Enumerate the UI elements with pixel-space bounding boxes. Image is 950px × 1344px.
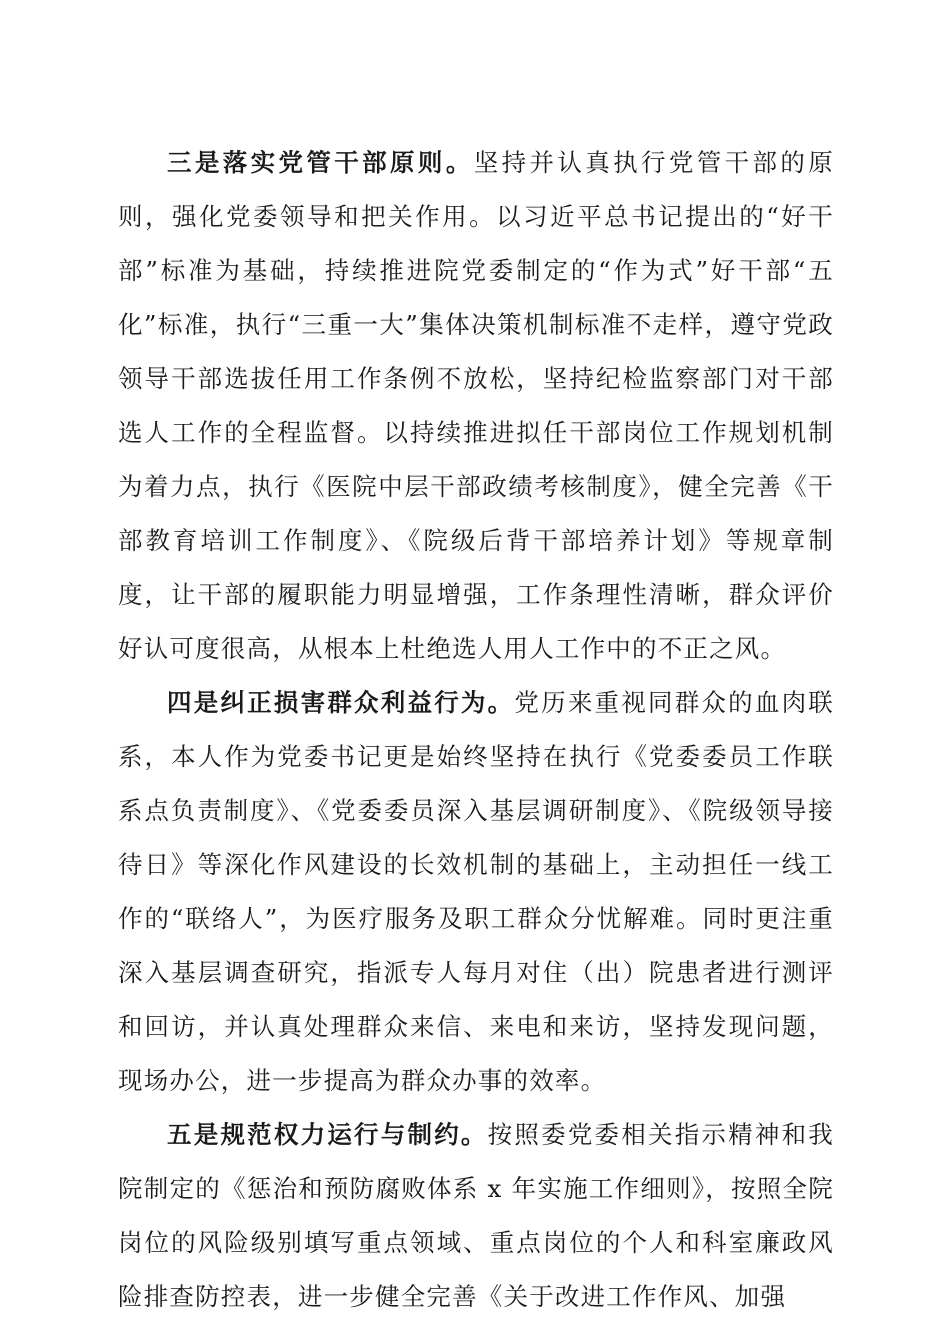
paragraph-heading: 五是规范权力运行与制约。 — [167, 1120, 488, 1149]
paragraph-body: 党历来重视同群众的血肉联系，本人作为党委书记更是始终坚持在执行《党委委员工作联系点负责制度》、《党委委员深入基层调研制度》、《院级领导接待日》等深化作风建设的长效机制的基础上，主动担任一线工作的“联络人”，为医疗服务及职工群众分忧解难。同时更注重深入基层调查研究，指派专人每月对住（出）院患者进行测评和回访，并认真处理群众来信、来电和来访，坚持发现问题，现场办公，进一步提高为群众办事的效率。 — [118, 688, 834, 1095]
paragraph-public-interest — [118, 676, 834, 1108]
paragraph-body: 按照委党委相关指示精神和我院制定的《惩治和预防腐败体系 x 年实施工作细则》，按照全院岗位的风险级别填写重点领域、重点岗位的个人和科室廉政风险排查防控表，进一步健全完善《关于改进工作作风、加强 — [118, 1120, 834, 1311]
paragraph-heading: 四是纠正损害群众利益行为。 — [167, 688, 515, 717]
paragraph-cadre-management — [118, 136, 834, 676]
document-page — [118, 136, 834, 1324]
paragraph-body: 坚持并认真执行党管干部的原则，强化党委领导和把关作用。以习近平总书记提出的“好干部”标准为基础，持续推进院党委制定的“作为式”好干部“五化”标准，执行“三重一大”集体决策机制标准不走样，遵守党政领导干部选拔任用工作条例不放松，坚持纪检监察部门对干部选人工作的全程监督。以持续推进拟任干部岗位工作规划机制为着力点，执行《医院中层干部政绩考核制度》，健全完善《干部教育培训工作制度》、《院级后背干部培养计划》等规章制度，让干部的履职能力明显增强，工作条理性清晰，群众评价好认可度很高，从根本上杜绝选人用人工作中的不正之风。 — [118, 148, 834, 663]
paragraph-heading: 三是落实党管干部原则。 — [167, 148, 474, 177]
paragraph-power-regulation — [118, 1108, 834, 1324]
